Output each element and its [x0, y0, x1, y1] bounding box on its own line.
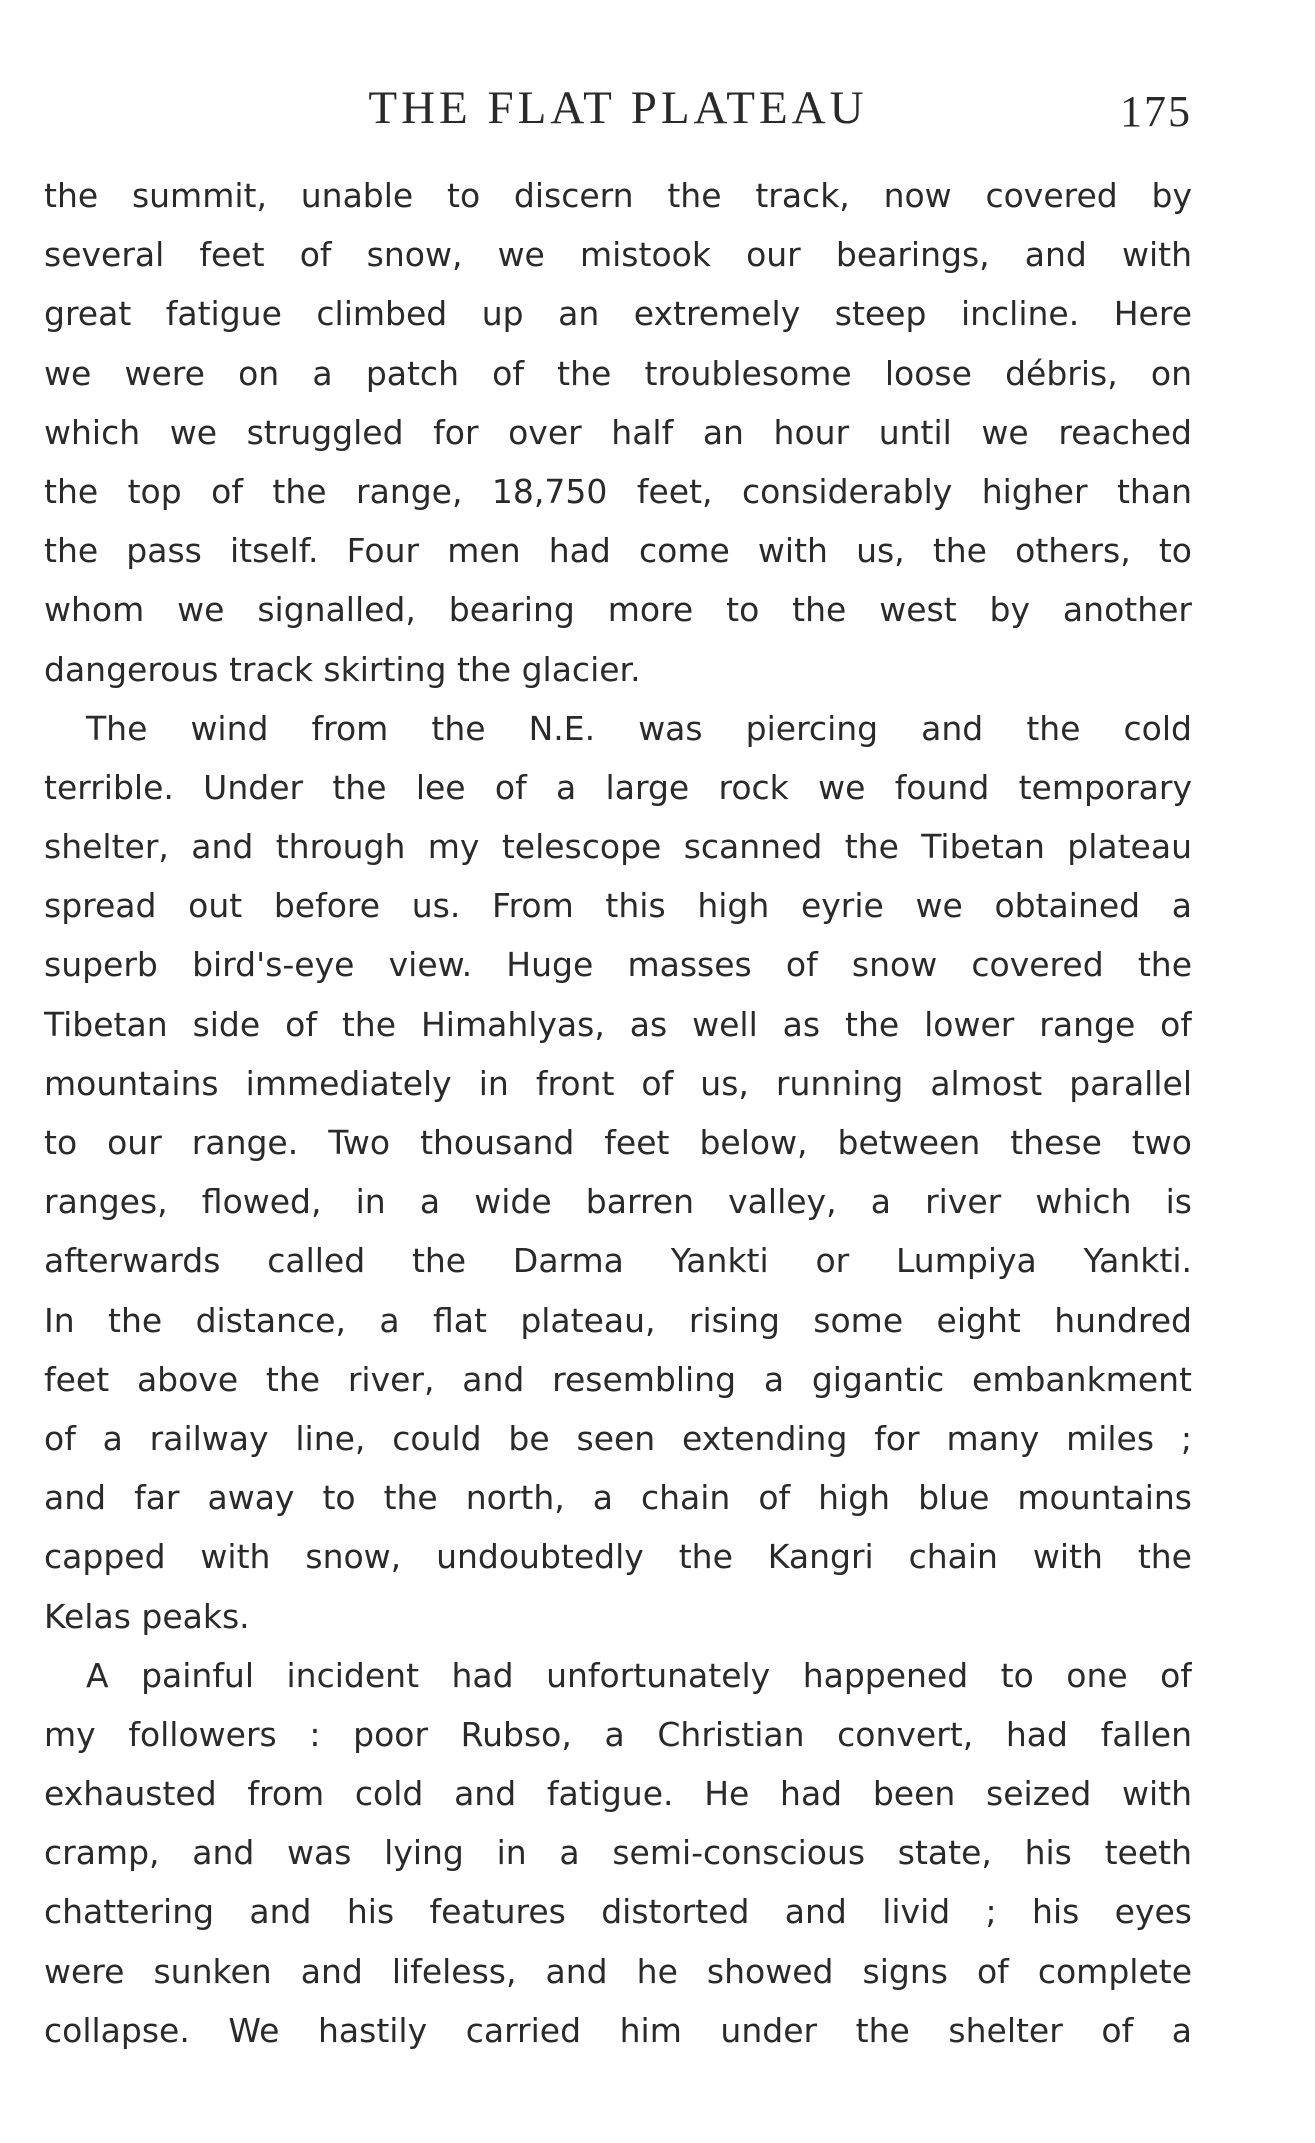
text-line: whom we signalled, bearing more to the west by another [44, 590, 1192, 630]
text-line: dangerous track skirting the glacier. [44, 649, 641, 689]
text-line: feet above the river, and resembling a gigantic embankment [44, 1359, 1192, 1399]
text-line: which we struggled for over half an hour until we reached [44, 412, 1192, 452]
body-text [44, 166, 1192, 2060]
text-line: spread out before us. From this high eyrie we obtained a [44, 886, 1192, 926]
text-line: the pass itself. Four men had come with us, the others, to [44, 531, 1192, 571]
text-line: great fatigue climbed up an extremely steep incline. Here [44, 294, 1192, 334]
text-line: of a railway line, could be seen extending for many miles ; [44, 1418, 1192, 1458]
text-line: the top of the range, 18,750 feet, considerably higher than [44, 471, 1192, 511]
text-line: chattering and his features distorted and livid ; his eyes [44, 1892, 1192, 1932]
text-line: capped with snow, undoubtedly the Kangri chain with the [44, 1537, 1192, 1577]
text-line: we were on a patch of the troublesome loose débris, on [44, 353, 1192, 393]
text-line: mountains immediately in front of us, running almost parallel [44, 1063, 1192, 1103]
text-line: and far away to the north, a chain of high blue mountains [44, 1478, 1192, 1518]
text-line: ranges, flowed, in a wide barren valley, a river which is [44, 1182, 1192, 1222]
running-title: THE FLAT PLATEAU [368, 82, 868, 134]
text-line: The wind from the N.E. was piercing and the cold [86, 708, 1192, 748]
text-line: were sunken and lifeless, and he showed signs of complete [44, 1951, 1192, 1991]
text-line: exhausted from cold and fatigue. He had been seized with [44, 1774, 1192, 1814]
text-line: to our range. Two thousand feet below, between these two [44, 1123, 1192, 1162]
text-line: terrible. Under the lee of a large rock we found temporary [44, 767, 1192, 807]
text-line: superb bird's-eye view. Huge masses of snow covered the [44, 945, 1192, 985]
text-line: cramp, and was lying in a semi-conscious state, his teeth [44, 1833, 1192, 1873]
text-line: shelter, and through my telescope scanned the Tibetan plateau [44, 827, 1192, 867]
text-line: A painful incident had unfortunately happened to one of [86, 1655, 1192, 1695]
text-line: afterwards called the Darma Yankti or Lumpiya Yankti. [44, 1241, 1192, 1281]
text-line: Kelas peaks. [44, 1596, 250, 1636]
text-line: the summit, unable to discern the track, now covered by [44, 176, 1192, 215]
text-line: Tibetan side of the Himahlyas, as well as the lower range of [44, 1004, 1192, 1044]
page-number: 175 [1120, 87, 1192, 136]
text-line: In the distance, a flat plateau, rising some eight hundred [44, 1300, 1192, 1340]
running-head [44, 78, 1192, 138]
text-line: collapse. We hastily carried him under the shelter of a [44, 2010, 1192, 2050]
text-line: several feet of snow, we mistook our bearings, and with [44, 235, 1192, 275]
text-line: my followers : poor Rubso, a Christian convert, had fallen [44, 1714, 1192, 1754]
